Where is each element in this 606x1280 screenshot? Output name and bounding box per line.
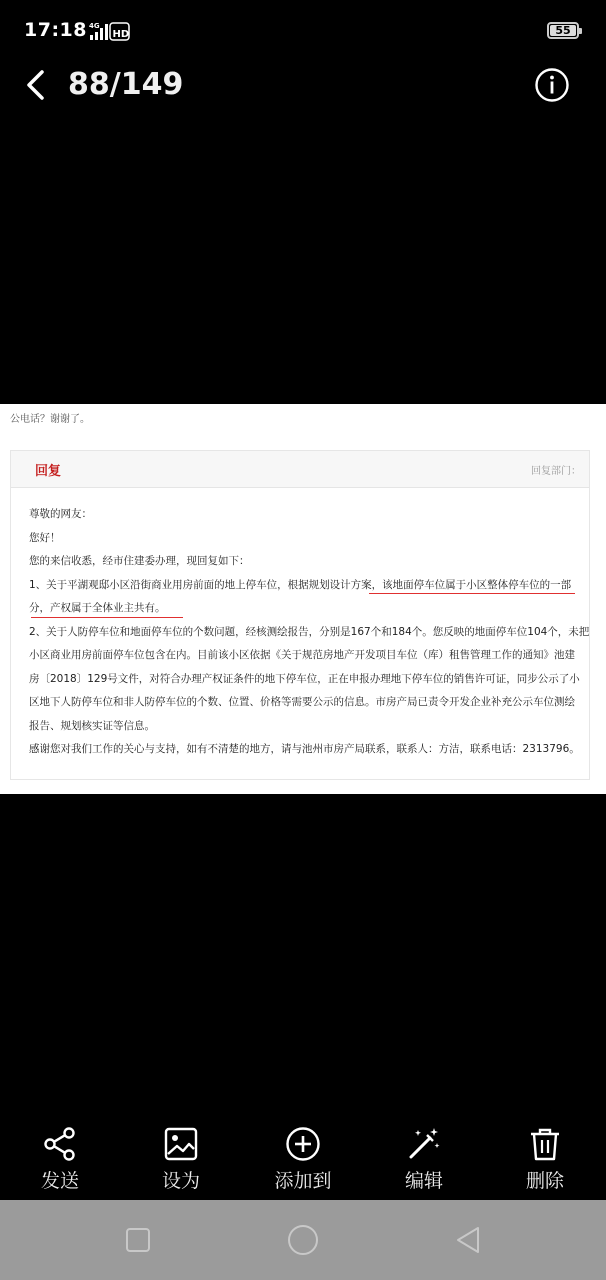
set-as-button[interactable] [136, 1120, 226, 1198]
set-as-wallpaper-icon [163, 1126, 199, 1162]
reply-department: 回复部门： [531, 466, 581, 477]
send-label: 发送 [40, 1170, 79, 1192]
delete-button[interactable] [500, 1120, 590, 1198]
add-to-label: 添加到 [274, 1170, 332, 1192]
reply-card [10, 450, 590, 780]
reply-line: 您的来信收悉，经市住建委办理，现回复如下： [29, 555, 250, 567]
delete-label: 删除 [525, 1170, 564, 1192]
reply-line: 区地下人防停车位和非人防停车位的个数、位置、价格等需要公示的信息。市房产局已责令开发企业补充公示车位测绘 [29, 696, 575, 708]
highlight-underline [31, 617, 183, 618]
edit-button[interactable] [379, 1120, 469, 1198]
system-navigation-bar [0, 1200, 606, 1280]
signal-icon [88, 20, 132, 42]
add-to-button[interactable] [258, 1120, 348, 1198]
recents-square-icon[interactable] [120, 1222, 156, 1258]
reply-line: 您好！ [29, 531, 61, 544]
trash-icon [527, 1126, 563, 1162]
hd-label: HD [112, 29, 130, 40]
image-counter: 88/149 [68, 67, 184, 102]
network-label: 4G [89, 22, 100, 30]
add-to-icon [285, 1126, 321, 1162]
reply-line: 1、关于平湖观邸小区沿街商业用房前面的地上停车位，根据规划设计方案，该地面停车位属于小区整体停车位的一部 [29, 578, 572, 591]
status-bar [0, 0, 606, 60]
reply-line: 感谢您对我们工作的关心与支持，如有不清楚的地方，请与池州市房产局联系，联系人：方洁，联系电话：2313796。 [29, 743, 580, 755]
info-button[interactable] [534, 67, 570, 103]
reply-line: 2、关于人防停车位和地面停车位的个数问题，经核测绘报告，分别是167个和184个。您反映的地面停车位104个，未把 [29, 625, 590, 638]
info-icon [534, 67, 570, 103]
reply-title: 回复 [35, 464, 62, 479]
status-time: 17:18 [24, 19, 87, 41]
reply-body [29, 503, 590, 762]
reply-line: 房〔2018〕129号文件，对符合办理产权证条件的地下停车位，正在申报办理地下停车位的销售许可证，同步公示了小 [29, 672, 580, 685]
battery-level: 55 [550, 25, 576, 36]
reply-line: 尊敬的网友： [29, 508, 92, 520]
magic-wand-edit-icon [406, 1126, 442, 1162]
reply-line: 分，产权属于全体业主共有。 [29, 602, 166, 614]
set-as-label: 设为 [161, 1170, 200, 1192]
send-button[interactable] [15, 1120, 105, 1198]
home-circle-icon[interactable] [285, 1222, 321, 1258]
battery-icon [547, 22, 579, 39]
back-button[interactable] [18, 64, 58, 108]
reply-card-header [11, 451, 589, 488]
photo-top-text: 公电话？谢谢了。 [10, 414, 90, 425]
share-icon [42, 1126, 78, 1162]
photo-viewer-image[interactable] [0, 404, 606, 794]
reply-line: 小区商业用房前面停车位包含在内。目前该小区依据《关于规范房地产开发项目车位（库）租售管理工作的通知》池建 [29, 649, 575, 661]
edit-label: 编辑 [404, 1170, 443, 1192]
chevron-left-icon [18, 64, 58, 108]
back-triangle-icon[interactable] [450, 1222, 486, 1258]
highlight-underline [369, 593, 575, 594]
reply-line: 报告、规划核实证等信息。 [29, 719, 155, 732]
action-bar [0, 1120, 606, 1200]
